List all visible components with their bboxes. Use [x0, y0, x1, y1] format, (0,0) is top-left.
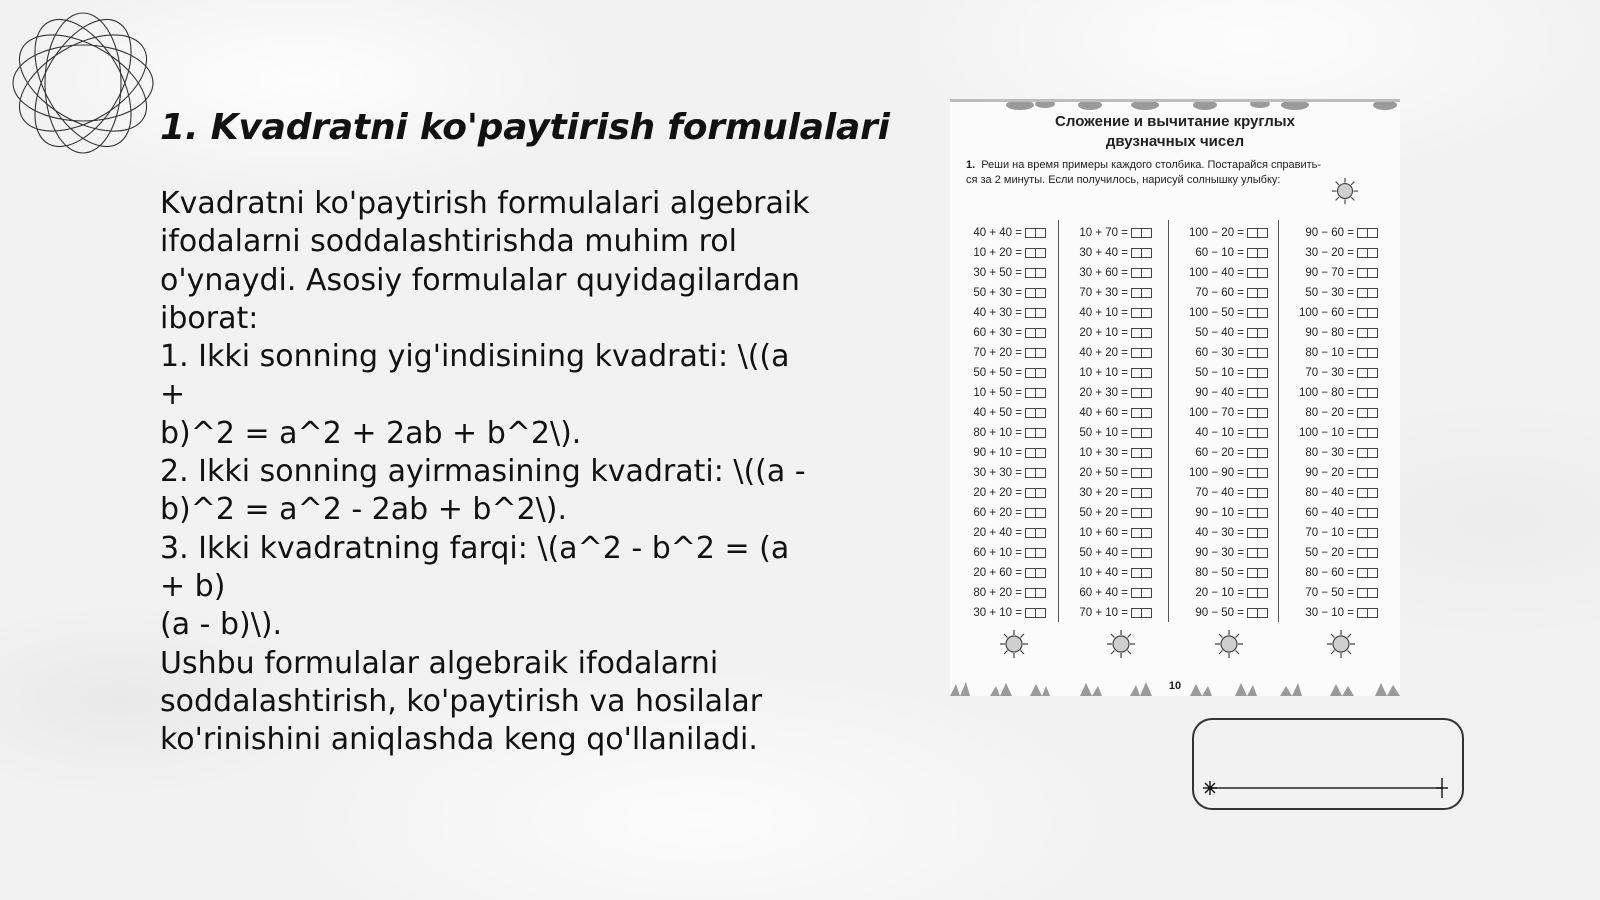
- exercise-expression: 90 − 70 =: [1305, 267, 1354, 279]
- exercise-expression: 20 − 10 =: [1195, 587, 1244, 599]
- column-divider: [1058, 220, 1059, 622]
- exercise-expression: 70 − 30 =: [1305, 367, 1354, 379]
- answer-box: [1247, 268, 1268, 278]
- exercise-row: [964, 403, 1046, 423]
- exercise-row: [1180, 523, 1268, 543]
- exercise-expression: 50 − 20 =: [1305, 547, 1354, 559]
- exercise-expression: 100 − 70 =: [1189, 407, 1244, 419]
- exercise-expression: 90 + 10 =: [973, 447, 1022, 459]
- answer-box: [1131, 328, 1152, 338]
- exercise-row: [964, 423, 1046, 443]
- answer-box: [1357, 388, 1378, 398]
- column-divider: [1278, 220, 1279, 622]
- exercise-expression: 80 − 20 =: [1305, 407, 1354, 419]
- exercise-expression: 100 − 40 =: [1189, 267, 1244, 279]
- exercise-row: [964, 263, 1046, 283]
- exercise-expression: 30 + 20 =: [1079, 487, 1128, 499]
- answer-box: [1247, 368, 1268, 378]
- exercise-row: [1070, 563, 1152, 583]
- exercise-row: [1180, 283, 1268, 303]
- exercise-expression: 80 − 60 =: [1305, 567, 1354, 579]
- exercise-row: [1180, 483, 1268, 503]
- exercise-row: [964, 223, 1046, 243]
- exercise-expression: 80 − 10 =: [1305, 347, 1354, 359]
- exercise-row: [1180, 603, 1268, 623]
- exercise-expression: 30 + 30 =: [973, 467, 1022, 479]
- exercise-expression: 20 + 20 =: [973, 487, 1022, 499]
- exercise-expression: 70 − 60 =: [1195, 287, 1244, 299]
- exercise-row: [1180, 583, 1268, 603]
- body-line: b)^2 = a^2 - 2ab + b^2\).: [160, 492, 568, 528]
- exercise-row: [964, 343, 1046, 363]
- answer-box: [1247, 608, 1268, 618]
- exercise-expression: 70 + 30 =: [1079, 287, 1128, 299]
- answer-box: [1025, 408, 1046, 418]
- exercise-row: [1070, 583, 1152, 603]
- answer-box: [1025, 228, 1046, 238]
- asterisk-icon: [1203, 781, 1217, 795]
- exercise-expression: 80 − 50 =: [1195, 567, 1244, 579]
- exercise-expression: 70 − 10 =: [1305, 527, 1354, 539]
- body-line: (a - b)\).: [160, 607, 283, 643]
- answer-box: [1357, 468, 1378, 478]
- answer-box: [1247, 508, 1268, 518]
- answer-box: [1025, 608, 1046, 618]
- worksheet-title: [950, 112, 1400, 152]
- answer-box: [1247, 388, 1268, 398]
- exercise-expression: 100 − 90 =: [1189, 467, 1244, 479]
- answer-box: [1025, 568, 1046, 578]
- answer-box: [1025, 308, 1046, 318]
- exercise-row: [964, 563, 1046, 583]
- answer-box: [1131, 368, 1152, 378]
- exercise-expression: 50 − 10 =: [1195, 367, 1244, 379]
- answer-box: [1025, 388, 1046, 398]
- answer-box: [1025, 348, 1046, 358]
- exercise-expression: 90 − 60 =: [1305, 227, 1354, 239]
- exercise-row: [964, 583, 1046, 603]
- exercise-expression: 60 − 10 =: [1195, 247, 1244, 259]
- exercise-row: [1180, 363, 1268, 383]
- exercise-row: [1290, 543, 1378, 563]
- exercise-expression: 50 + 40 =: [1079, 547, 1128, 559]
- answer-box: [1025, 368, 1046, 378]
- exercise-expression: 40 + 50 =: [973, 407, 1022, 419]
- exercise-expression: 70 + 20 =: [973, 347, 1022, 359]
- exercise-expression: 80 − 30 =: [1305, 447, 1354, 459]
- answer-box: [1357, 548, 1378, 558]
- answer-box: [1025, 508, 1046, 518]
- exercise-row: [1070, 443, 1152, 463]
- exercise-expression: 20 + 30 =: [1079, 387, 1128, 399]
- answer-box: [1247, 548, 1268, 558]
- exercise-row: [1070, 603, 1152, 623]
- exercise-row: [1290, 383, 1378, 403]
- answer-box: [1131, 228, 1152, 238]
- answer-box: [1247, 348, 1268, 358]
- exercise-expression: 40 + 60 =: [1079, 407, 1128, 419]
- slide-body-text: [160, 185, 820, 759]
- exercise-expression: 50 − 40 =: [1195, 327, 1244, 339]
- answer-box: [1247, 328, 1268, 338]
- exercise-row: [1070, 303, 1152, 323]
- exercise-row: [1180, 323, 1268, 343]
- plus-icon: [1436, 778, 1448, 798]
- body-line: Kvadratni ko'paytirish formulalari algebraik: [160, 186, 810, 221]
- answer-box: [1247, 588, 1268, 598]
- answer-box: [1131, 548, 1152, 558]
- exercise-expression: 40 + 20 =: [1079, 347, 1128, 359]
- exercise-expression: 60 − 30 =: [1195, 347, 1244, 359]
- exercise-row: [1070, 423, 1152, 443]
- exercise-row: [1290, 403, 1378, 423]
- exercise-expression: 90 − 80 =: [1305, 327, 1354, 339]
- exercise-expression: 20 + 10 =: [1079, 327, 1128, 339]
- exercise-row: [964, 363, 1046, 383]
- exercise-expression: 90 − 50 =: [1195, 607, 1244, 619]
- answer-box: [1131, 388, 1152, 398]
- answer-box: [1357, 308, 1378, 318]
- answer-box: [1025, 288, 1046, 298]
- answer-box: [1357, 268, 1378, 278]
- exercise-expression: 10 + 30 =: [1079, 447, 1128, 459]
- exercise-row: [1180, 303, 1268, 323]
- exercise-row: [1290, 423, 1378, 443]
- exercise-expression: 100 − 20 =: [1189, 227, 1244, 239]
- answer-box: [1357, 448, 1378, 458]
- exercise-expression: 10 + 50 =: [973, 387, 1022, 399]
- answer-box: [1247, 288, 1268, 298]
- answer-box: [1357, 428, 1378, 438]
- worksheet-task: [966, 158, 1386, 188]
- answer-box: [1131, 308, 1152, 318]
- exercise-row: [1180, 563, 1268, 583]
- exercise-expression: 30 + 50 =: [973, 267, 1022, 279]
- exercise-row: [964, 323, 1046, 343]
- exercise-expression: 60 + 10 =: [973, 547, 1022, 559]
- exercise-row: [1290, 343, 1378, 363]
- column-divider: [1168, 220, 1169, 622]
- answer-box: [1025, 468, 1046, 478]
- answer-box: [1025, 548, 1046, 558]
- sun-icon: [1330, 176, 1360, 206]
- answer-box: [1357, 348, 1378, 358]
- body-line: b)^2 = a^2 + 2ab + b^2\).: [160, 415, 582, 451]
- answer-box: [1025, 488, 1046, 498]
- exercise-expression: 30 − 20 =: [1305, 247, 1354, 259]
- answer-box: [1247, 488, 1268, 498]
- answer-box: [1131, 428, 1152, 438]
- exercise-expression: 40 + 10 =: [1079, 307, 1128, 319]
- answer-box: [1131, 608, 1152, 618]
- exercise-expression: 40 − 10 =: [1195, 427, 1244, 439]
- exercise-row: [1180, 383, 1268, 403]
- exercise-expression: 40 + 30 =: [973, 307, 1022, 319]
- answer-box: [1131, 568, 1152, 578]
- body-line: o'ynaydi. Asosiy formulalar quyidagilardan: [160, 262, 800, 298]
- answer-box: [1131, 348, 1152, 358]
- exercise-expression: 80 + 10 =: [973, 427, 1022, 439]
- exercise-expression: 100 − 80 =: [1299, 387, 1354, 399]
- exercise-row: [1290, 363, 1378, 383]
- exercise-row: [964, 523, 1046, 543]
- exercise-row: [1290, 523, 1378, 543]
- exercise-row: [1070, 463, 1152, 483]
- exercise-row: [1290, 463, 1378, 483]
- exercise-row: [964, 483, 1046, 503]
- worksheet-image: [950, 99, 1400, 696]
- exercise-row: [1070, 243, 1152, 263]
- answer-box: [1131, 408, 1152, 418]
- answer-box: [1357, 568, 1378, 578]
- exercise-expression: 90 − 20 =: [1305, 467, 1354, 479]
- exercise-row: [1070, 223, 1152, 243]
- answer-box: [1247, 448, 1268, 458]
- answer-box: [1131, 248, 1152, 258]
- exercise-expression: 100 − 10 =: [1299, 427, 1354, 439]
- exercise-expression: 100 − 60 =: [1299, 307, 1354, 319]
- exercise-row: [1180, 403, 1268, 423]
- cloud-border-decoration: [950, 102, 1400, 112]
- exercise-row: [1290, 483, 1378, 503]
- exercise-row: [964, 503, 1046, 523]
- exercise-row: [1070, 483, 1152, 503]
- exercise-row: [1180, 243, 1268, 263]
- answer-box: [1357, 228, 1378, 238]
- answer-box: [1131, 588, 1152, 598]
- exercise-expression: 90 − 10 =: [1195, 507, 1244, 519]
- exercise-row: [1070, 403, 1152, 423]
- answer-box: [1131, 508, 1152, 518]
- answer-box: [1357, 488, 1378, 498]
- worksheet-column: [964, 223, 1046, 623]
- exercise-row: [964, 463, 1046, 483]
- answer-box: [1357, 528, 1378, 538]
- answer-box: [1131, 288, 1152, 298]
- answer-box: [1131, 528, 1152, 538]
- answer-box: [1247, 468, 1268, 478]
- exercise-row: [964, 283, 1046, 303]
- body-line: 1. Ikki sonning yig'indisining kvadrati: \((a +: [160, 339, 790, 413]
- exercise-expression: 80 + 20 =: [973, 587, 1022, 599]
- exercise-expression: 50 + 20 =: [1079, 507, 1128, 519]
- exercise-row: [964, 303, 1046, 323]
- rosette-decoration-icon: [8, 8, 158, 158]
- answer-box: [1247, 408, 1268, 418]
- sun-icon: [1325, 628, 1357, 660]
- exercise-expression: 70 + 10 =: [1079, 607, 1128, 619]
- answer-box: [1131, 448, 1152, 458]
- task-text: ся за 2 минуты. Если получилось, нарисуй солнышку улыбку:: [966, 174, 1281, 186]
- exercise-row: [1290, 223, 1378, 243]
- answer-box: [1357, 288, 1378, 298]
- sun-icon: [1213, 628, 1245, 660]
- exercise-row: [1180, 503, 1268, 523]
- exercise-row: [964, 383, 1046, 403]
- answer-box: [1357, 248, 1378, 258]
- timer-progress-line: [1200, 770, 1450, 800]
- answer-box: [1131, 468, 1152, 478]
- exercise-expression: 60 + 30 =: [973, 327, 1022, 339]
- answer-box: [1025, 528, 1046, 538]
- answer-box: [1247, 428, 1268, 438]
- answer-box: [1247, 248, 1268, 258]
- body-line: 3. Ikki kvadratning farqi: \(a^2 - b^2 = (a + b): [160, 530, 790, 604]
- page-number: 10: [1168, 680, 1182, 692]
- exercise-expression: 40 + 40 =: [973, 227, 1022, 239]
- slide-title: 1. Kvadratni ko'paytirish formulalari: [160, 107, 890, 148]
- worksheet-column: [1180, 223, 1268, 623]
- answer-box: [1357, 608, 1378, 618]
- exercise-expression: 60 + 20 =: [973, 507, 1022, 519]
- exercise-row: [1290, 303, 1378, 323]
- answer-box: [1025, 588, 1046, 598]
- body-line: Ushbu formulalar algebraik ifodalarni: [160, 645, 719, 681]
- exercise-expression: 50 + 50 =: [973, 367, 1022, 379]
- answer-box: [1025, 448, 1046, 458]
- exercise-row: [1290, 603, 1378, 623]
- answer-box: [1131, 268, 1152, 278]
- exercise-expression: 40 − 30 =: [1195, 527, 1244, 539]
- exercise-expression: 10 + 20 =: [973, 247, 1022, 259]
- exercise-row: [1180, 343, 1268, 363]
- answer-box: [1357, 368, 1378, 378]
- body-line: iborat:: [160, 300, 259, 336]
- exercise-row: [1070, 523, 1152, 543]
- exercise-row: [964, 543, 1046, 563]
- exercise-expression: 10 + 60 =: [1079, 527, 1128, 539]
- exercise-row: [964, 443, 1046, 463]
- exercise-row: [1180, 423, 1268, 443]
- exercise-expression: 30 + 40 =: [1079, 247, 1128, 259]
- exercise-row: [1070, 263, 1152, 283]
- exercise-expression: 20 + 60 =: [973, 567, 1022, 579]
- exercise-expression: 20 + 50 =: [1079, 467, 1128, 479]
- exercise-expression: 70 − 40 =: [1195, 487, 1244, 499]
- exercise-expression: 60 − 40 =: [1305, 507, 1354, 519]
- exercise-row: [1070, 503, 1152, 523]
- answer-box: [1357, 408, 1378, 418]
- worksheet-title-line: Сложение и вычитание круглых: [1055, 113, 1295, 130]
- exercise-row: [1070, 363, 1152, 383]
- exercise-row: [1180, 443, 1268, 463]
- exercise-row: [1290, 563, 1378, 583]
- sun-icon: [998, 628, 1030, 660]
- exercise-row: [1290, 263, 1378, 283]
- body-line: ifodalarni soddalashtirishda muhim rol: [160, 224, 737, 260]
- exercise-expression: 90 − 40 =: [1195, 387, 1244, 399]
- exercise-expression: 50 − 30 =: [1305, 287, 1354, 299]
- exercise-row: [1070, 543, 1152, 563]
- answer-box: [1357, 588, 1378, 598]
- exercise-row: [1180, 543, 1268, 563]
- exercise-expression: 80 − 40 =: [1305, 487, 1354, 499]
- exercise-expression: 100 − 50 =: [1189, 307, 1244, 319]
- exercise-expression: 50 + 10 =: [1079, 427, 1128, 439]
- body-line: ko'rinishini aniqlashda keng qo'llaniladi.: [160, 722, 758, 758]
- exercise-row: [1290, 243, 1378, 263]
- answer-box: [1247, 568, 1268, 578]
- task-number: 1.: [966, 159, 976, 171]
- answer-box: [1131, 488, 1152, 498]
- answer-box: [1025, 328, 1046, 338]
- exercise-expression: 90 − 30 =: [1195, 547, 1244, 559]
- exercise-expression: 30 + 10 =: [973, 607, 1022, 619]
- exercise-expression: 70 − 50 =: [1305, 587, 1354, 599]
- exercise-row: [1290, 323, 1378, 343]
- answer-box: [1025, 268, 1046, 278]
- answer-box: [1025, 248, 1046, 258]
- answer-box: [1247, 308, 1268, 318]
- exercise-row: [1180, 223, 1268, 243]
- exercise-expression: 60 − 20 =: [1195, 447, 1244, 459]
- worksheet-column: [1290, 223, 1378, 623]
- exercise-expression: 50 + 30 =: [973, 287, 1022, 299]
- exercise-expression: 20 + 40 =: [973, 527, 1022, 539]
- sun-icon: [1105, 628, 1137, 660]
- body-line: soddalashtirish, ko'paytirish va hosilalar: [160, 683, 763, 719]
- exercise-row: [1290, 503, 1378, 523]
- exercise-row: [964, 603, 1046, 623]
- exercise-expression: 10 + 70 =: [1079, 227, 1128, 239]
- exercise-row: [1070, 343, 1152, 363]
- exercise-expression: 10 + 40 =: [1079, 567, 1128, 579]
- exercise-expression: 10 + 10 =: [1079, 367, 1128, 379]
- exercise-row: [1180, 263, 1268, 283]
- exercise-expression: 60 + 40 =: [1079, 587, 1128, 599]
- exercise-expression: 30 + 60 =: [1079, 267, 1128, 279]
- exercise-row: [1290, 583, 1378, 603]
- exercise-row: [1290, 443, 1378, 463]
- body-line: 2. Ikki sonning ayirmasining kvadrati: \((a -: [160, 454, 806, 490]
- exercise-row: [1180, 463, 1268, 483]
- exercise-row: [964, 243, 1046, 263]
- exercise-row: [1290, 283, 1378, 303]
- worksheet-column: [1070, 223, 1152, 623]
- answer-box: [1357, 328, 1378, 338]
- exercise-row: [1070, 323, 1152, 343]
- answer-box: [1247, 528, 1268, 538]
- exercise-expression: 30 − 10 =: [1305, 607, 1354, 619]
- answer-box: [1025, 428, 1046, 438]
- task-text: Реши на время примеры каждого столбика. Постарайся справить-: [981, 159, 1322, 171]
- exercise-row: [1070, 283, 1152, 303]
- answer-box: [1357, 508, 1378, 518]
- answer-box: [1247, 228, 1268, 238]
- worksheet-title-line: двузначных чисел: [1105, 133, 1245, 150]
- exercise-row: [1070, 383, 1152, 403]
